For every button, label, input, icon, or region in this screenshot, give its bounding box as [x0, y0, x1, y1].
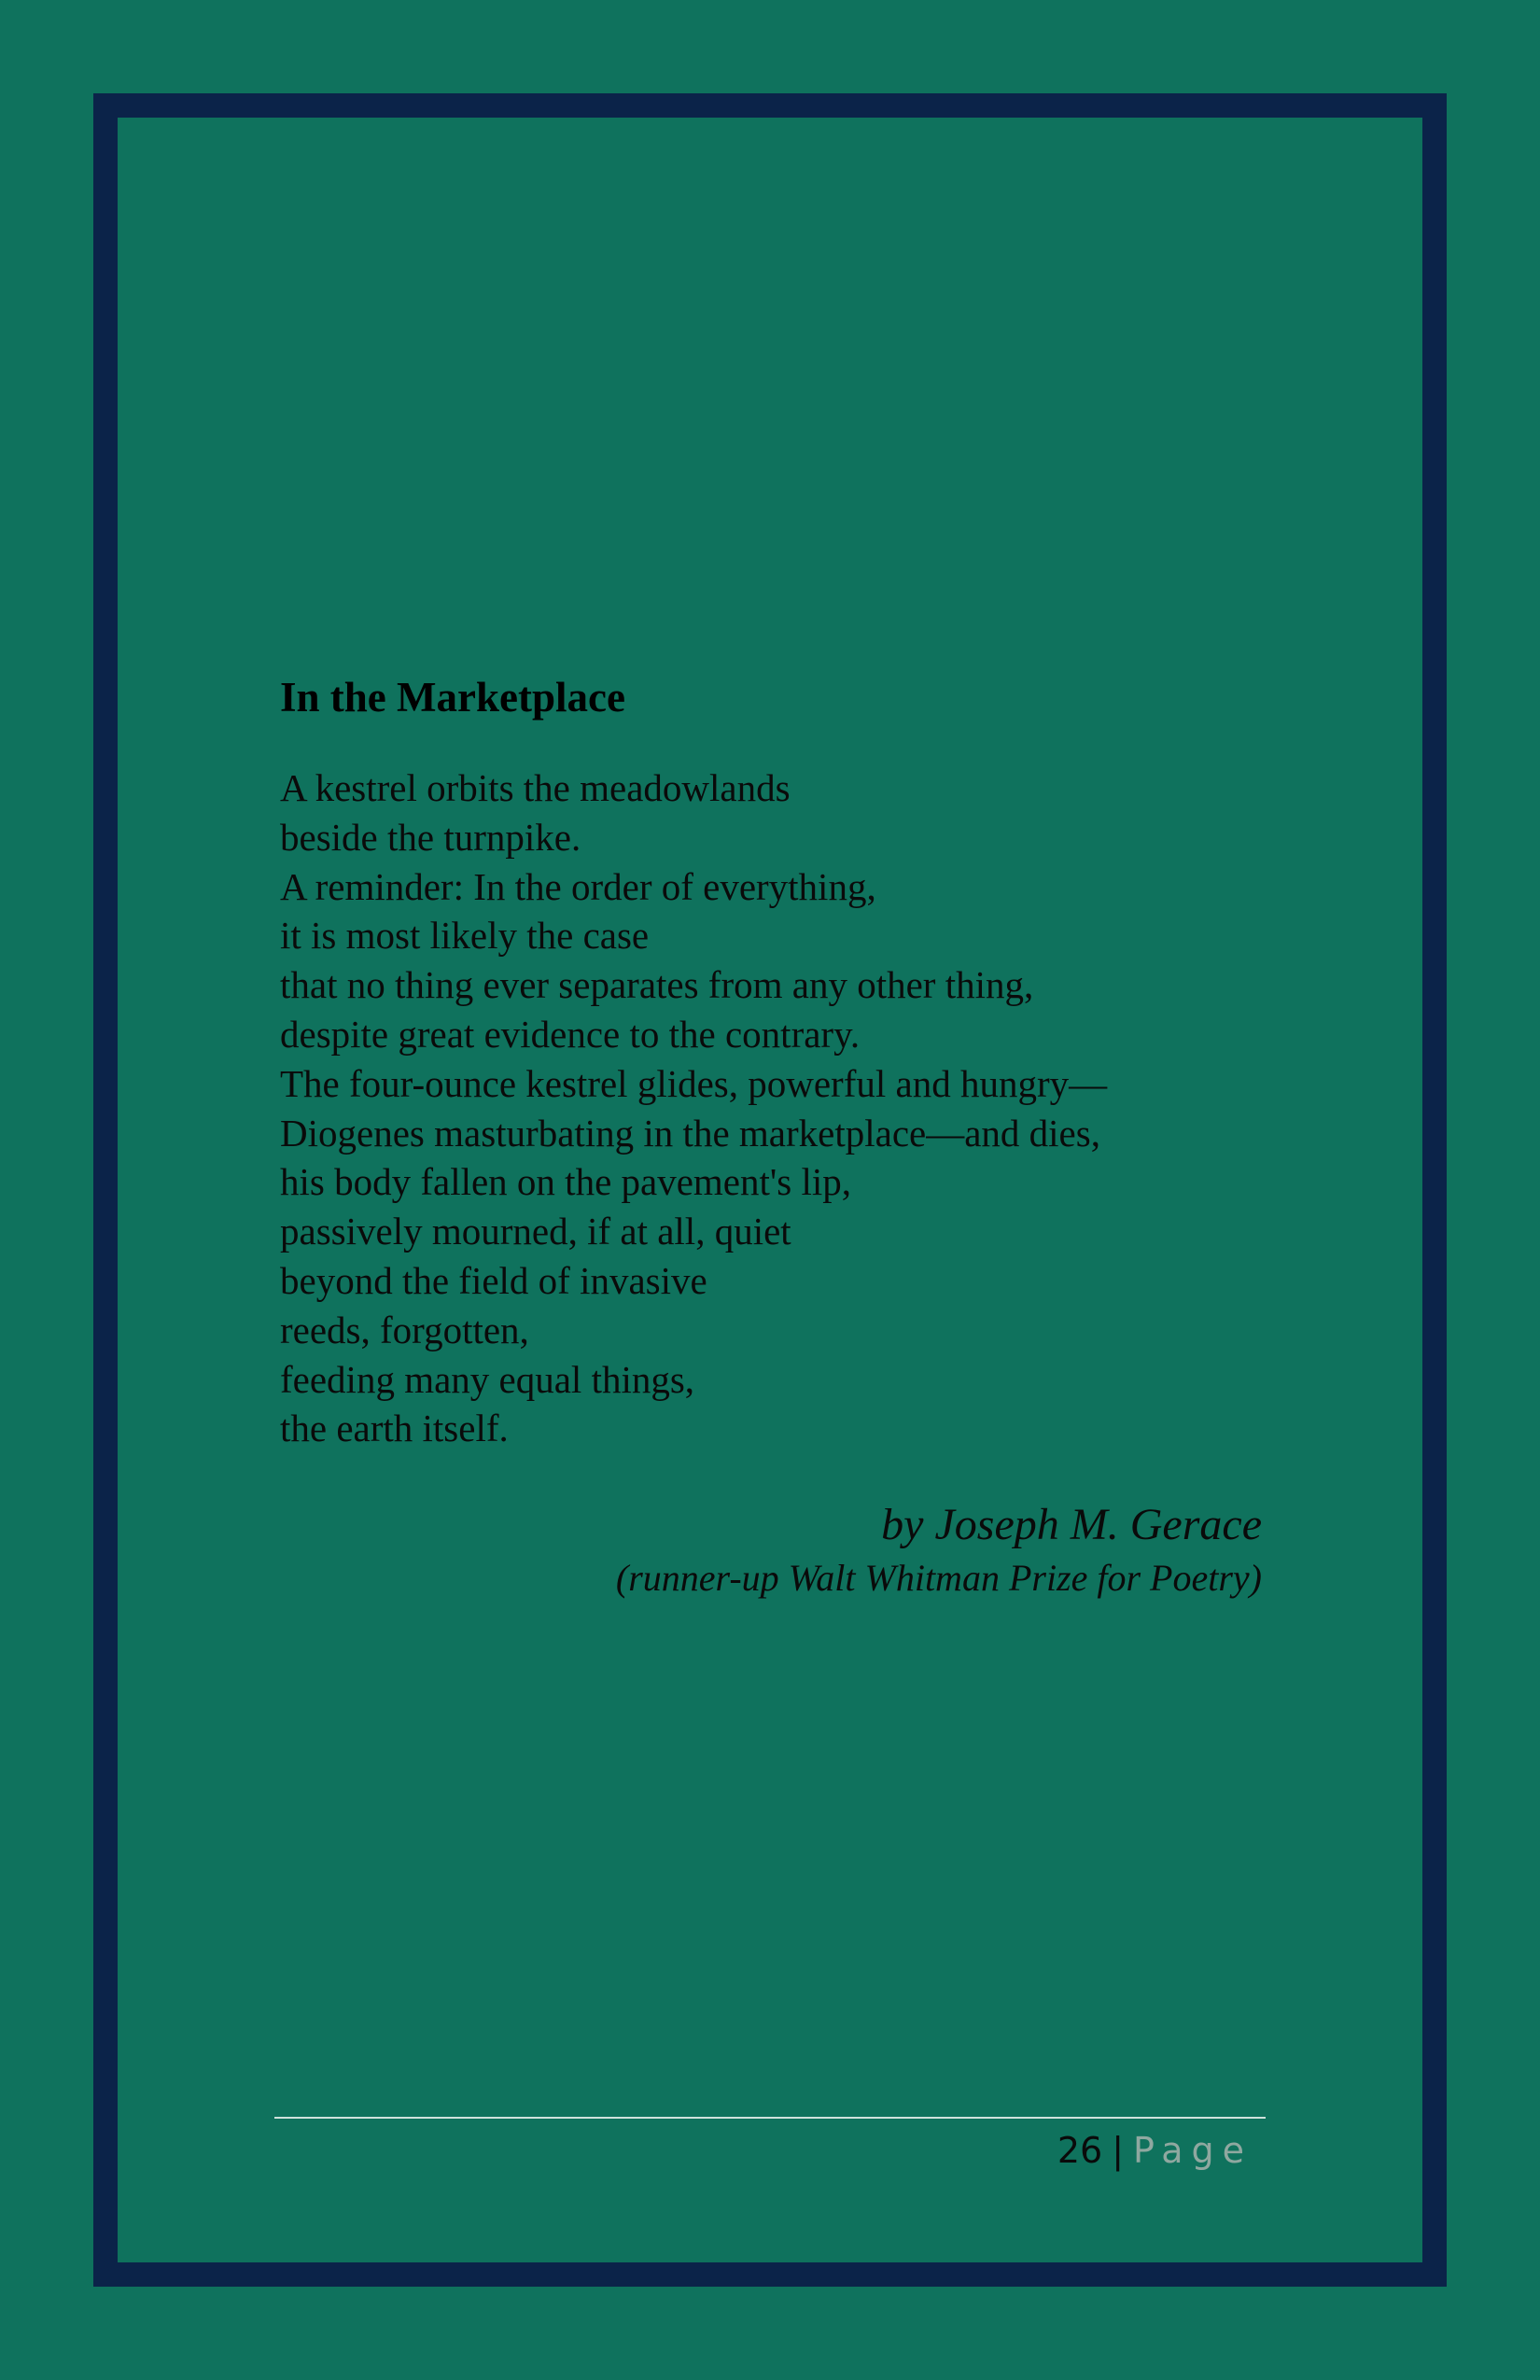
poem-line: reeds, forgotten,: [280, 1308, 529, 1351]
poem-line: passively mourned, if at all, quiet: [280, 1210, 791, 1253]
poem-line: A reminder: In the order of everything,: [280, 864, 876, 908]
poem-line: beside the turnpike.: [280, 815, 581, 859]
poem-line: The four-ounce kestrel glides, powerful and hungry—: [280, 1061, 1108, 1105]
poem-line: the earth itself.: [280, 1407, 509, 1450]
poem-block: [280, 663, 1262, 1603]
poem-line: his body fallen on the pavement's lip,: [280, 1160, 852, 1204]
page-label: Page: [1133, 2130, 1253, 2171]
poem-line: beyond the field of invasive: [280, 1258, 707, 1302]
page-number: 26: [1057, 2130, 1103, 2171]
poem-line: A kestrel orbits the meadowlands: [280, 766, 791, 809]
poem-title: In the Marketplace: [280, 674, 625, 721]
footer-separator: |: [1112, 2130, 1124, 2171]
poem-line: that no thing ever separates from any other thing,: [280, 963, 1034, 1007]
footer-divider: [274, 2117, 1266, 2119]
poem-line: Diogenes masturbating in the marketplace—and dies,: [280, 1111, 1100, 1155]
poem-line: it is most likely the case: [280, 914, 650, 958]
poem-stanza: [280, 763, 1262, 1453]
prize-note: (runner-up Walt Whitman Prize for Poetry): [615, 1557, 1262, 1600]
author-name: by Joseph M. Gerace: [881, 1500, 1262, 1550]
poem-line: despite great evidence to the contrary.: [280, 1012, 861, 1056]
poem-line: feeding many equal things,: [280, 1357, 695, 1401]
page-footer: [274, 2126, 1253, 2175]
poem-byline: [280, 1496, 1262, 1603]
